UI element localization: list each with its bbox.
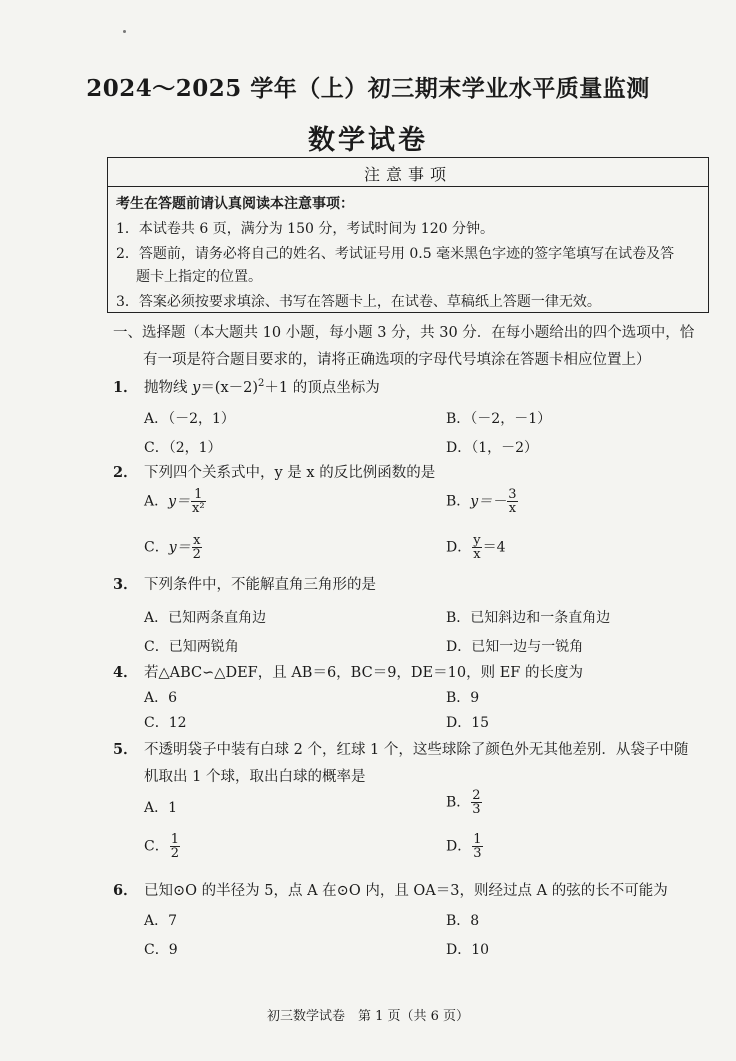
q6-option-b: B．8 — [446, 913, 480, 929]
q5-stem-line-1: 不透明袋子中装有白球 2 个，红球 1 个，这些球除了颜色外无其他差别．从袋子中随 — [144, 742, 689, 758]
q5-c-fraction — [170, 833, 180, 860]
q1-stem-expr: ＝(x－2) — [200, 380, 259, 396]
q1-option-d: D．（1，－2） — [446, 440, 539, 456]
q2-stem: 下列四个关系式中，y 是 x 的反比例函数的是 — [144, 465, 436, 481]
q2-number: 2． — [113, 464, 138, 481]
q2-d-rhs: ＝4 — [482, 539, 506, 556]
q5-b-denominator: 3 — [472, 802, 481, 817]
q4-stem: 若△ABC∽△DEF，且 AB＝6，BC＝9，DE＝10，则 EF 的长度为 — [144, 665, 583, 681]
section-line-1: 一、选择题（本大题共 10 小题，每小题 3 分，共 30 分．在每小题给出的四个选项中，恰 — [113, 325, 695, 341]
q5-option-a: A．1 — [144, 800, 178, 816]
q6-option-a: A．7 — [144, 913, 178, 929]
q5-d-label: D． — [446, 838, 472, 855]
q2-b-denominator: x — [508, 501, 517, 516]
q2-a-numerator: 1 — [191, 488, 206, 502]
q5-number: 5． — [113, 741, 138, 758]
notice-item-2: 2．答题前，请务必将自己的姓名、考试证号用 0.5 毫米黑色字迹的签字笔填写在试卷及答 — [116, 246, 675, 262]
q4-number: 4． — [113, 664, 138, 681]
q4-option-b: B．9 — [446, 690, 480, 706]
q2-c-label: C． — [144, 539, 169, 556]
q5-b-label: B． — [446, 794, 471, 811]
q5-option-b — [446, 789, 483, 816]
q5-option-d — [446, 833, 484, 860]
page-footer: 初三数学试卷 第 1 页（共 6 页） — [266, 1009, 470, 1024]
section-heading — [113, 320, 694, 374]
q2-b-fraction — [507, 488, 517, 515]
q2-d-fraction — [472, 534, 481, 561]
exam-title: 2024～2025 学年（上）初三期末学业水平质量监测 — [86, 75, 650, 102]
q2-b-label: B． — [446, 493, 471, 510]
q5-d-numerator: 1 — [473, 832, 482, 847]
q2-c-numerator: x — [193, 533, 201, 548]
q2-option-b — [446, 488, 519, 515]
exam-subtitle: 数学试卷 — [308, 125, 428, 156]
q6-stem: 已知⊙O 的半径为 5，点 A 在⊙O 内，且 OA＝3，则经过点 A 的弦的长不可能为 — [144, 883, 668, 899]
notice-item-1: 1．本试卷共 6 页，满分为 150 分，考试时间为 120 分钟。 — [116, 221, 494, 237]
q5-stem-line-2: 机取出 1 个球，取出白球的概率是 — [144, 769, 366, 785]
q2-option-a — [144, 488, 207, 515]
q2-a-fraction — [191, 488, 206, 515]
q2-d-numerator: y — [473, 533, 481, 548]
q1-stem-tail: ＋1 的顶点坐标为 — [264, 380, 380, 396]
q2-option-c — [144, 534, 203, 561]
q6-option-d: D．10 — [446, 942, 490, 958]
q1-stem-exponent: 2 — [258, 378, 265, 390]
q2-a-denominator: x² — [192, 501, 205, 516]
q4-option-c: C．12 — [144, 715, 187, 731]
notice-title: 注意事项 — [363, 165, 452, 184]
q4-option-a: A．6 — [144, 690, 178, 706]
section-line-2: 有一项是符合题目要求的，请将正确选项的字母代号填涂在答题卡相应位置上） — [143, 352, 651, 368]
q2-c-fraction — [192, 534, 202, 561]
notice-item-2-cont: 题卡上指定的位置。 — [136, 269, 262, 285]
q5-b-fraction — [471, 789, 481, 816]
q3-stem: 下列条件中，不能解直角三角形的是 — [144, 577, 376, 593]
q6-option-c: C．9 — [144, 942, 178, 958]
q2-a-label: A． — [144, 493, 169, 510]
q5-c-numerator: 1 — [170, 832, 179, 847]
q2-c-denominator: 2 — [192, 547, 201, 562]
q4-option-d: D．15 — [446, 715, 490, 731]
q5-c-label: C． — [144, 838, 169, 855]
q1-number: 1． — [113, 379, 138, 396]
q2-a-lhs: y＝ — [168, 493, 191, 510]
q3-option-c: C．已知两锐角 — [144, 639, 239, 655]
q5-c-denominator: 2 — [170, 846, 179, 861]
q3-option-b: B．已知斜边和一条直角边 — [446, 610, 611, 626]
q5-d-fraction — [472, 833, 482, 860]
q2-option-d — [446, 534, 506, 561]
q3-number: 3． — [113, 576, 138, 593]
notice-item-3: 3．答案必须按要求填涂、书写在答题卡上，在试卷、草稿纸上答题一律无效。 — [116, 294, 601, 310]
notice-divider — [108, 186, 708, 187]
q2-d-denominator: x — [473, 547, 481, 562]
q1-option-a: A．（－2，1） — [144, 411, 235, 427]
scan-speck — [123, 30, 126, 33]
q2-b-numerator: 3 — [508, 487, 517, 502]
q1-option-c: C．（2，1） — [144, 440, 222, 456]
q3-option-d: D．已知一边与一锐角 — [446, 639, 584, 655]
q2-c-lhs: y＝ — [168, 539, 191, 556]
q6-number: 6． — [113, 882, 138, 899]
notice-box — [107, 157, 709, 313]
q2-d-label: D． — [446, 539, 472, 556]
q5-option-c — [144, 833, 181, 860]
q1-stem-var: y — [192, 380, 201, 396]
q1-option-b: B．（－2，－1） — [446, 411, 552, 427]
q5-d-denominator: 3 — [473, 846, 482, 861]
q3-option-a: A．已知两条直角边 — [144, 610, 267, 626]
q2-b-lhs: y＝－ — [470, 493, 507, 510]
q5-b-numerator: 2 — [472, 788, 481, 803]
q1-stem-text: 抛物线 — [144, 380, 193, 396]
q1-stem — [144, 376, 380, 397]
notice-intro: 考生在答题前请认真阅读本注意事项： — [116, 196, 354, 212]
